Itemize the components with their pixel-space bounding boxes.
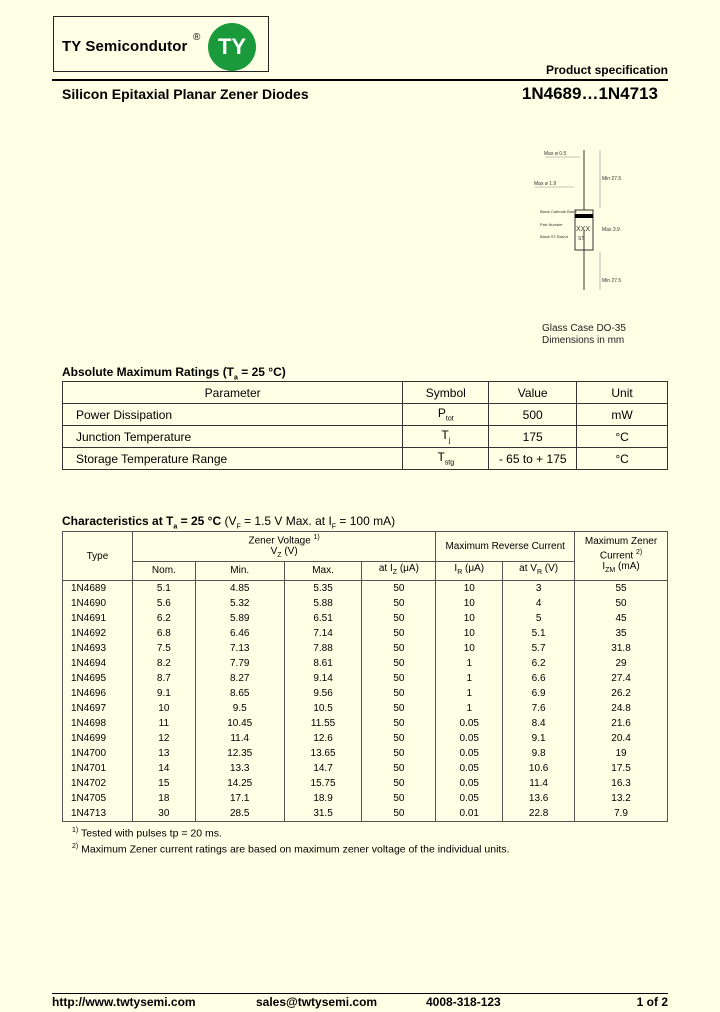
at-vr-cell: 5.1 <box>503 626 575 641</box>
nom-cell: 5.6 <box>132 596 195 611</box>
ir-cell: 1 <box>436 671 503 686</box>
nom-cell: 6.2 <box>132 611 195 626</box>
footnote-2 <box>72 843 510 856</box>
footnote-mark: 2) <box>72 843 79 850</box>
type-cell: 1N4693 <box>63 641 133 656</box>
symbol: T <box>441 428 449 443</box>
drawing-label: Min 27.5 <box>602 176 622 182</box>
at-iz-cell: 50 <box>362 701 436 716</box>
footnote-mark: 2) <box>635 549 643 556</box>
at-vr-cell: 6.2 <box>503 656 575 671</box>
izm-cell: 31.8 <box>575 641 668 656</box>
footnote-text: Tested with pulses tp = 20 ms. <box>78 827 222 840</box>
ir-cell: 10 <box>436 581 503 597</box>
title-text: Absolute Maximum Ratings (T <box>62 365 235 379</box>
symbol: P <box>437 406 446 421</box>
header-text: Maximum Zener Current <box>584 536 658 562</box>
unit-cell: °C <box>577 426 668 448</box>
param-cell: Storage Temperature Range <box>63 448 403 470</box>
type-cell: 1N4713 <box>63 806 133 822</box>
type-cell: 1N4691 <box>63 611 133 626</box>
nom-cell: 7.5 <box>132 641 195 656</box>
at-vr-cell: 6.6 <box>503 671 575 686</box>
registered-mark: ® <box>193 32 201 43</box>
table-row <box>63 581 668 597</box>
at-iz-cell: 50 <box>362 596 436 611</box>
at-iz-cell: 50 <box>362 581 436 597</box>
at-vr-cell: 4 <box>503 596 575 611</box>
drawing-label: Black ST-Brand <box>540 234 568 239</box>
izm-cell: 27.4 <box>575 671 668 686</box>
param-cell: Junction Temperature <box>63 426 403 448</box>
min-cell: 8.27 <box>195 671 284 686</box>
nom-cell: 12 <box>132 731 195 746</box>
symbol-sub: tot <box>445 415 454 423</box>
min-cell: 5.32 <box>195 596 284 611</box>
header-min: Min. <box>195 562 284 581</box>
at-vr-cell: 3 <box>503 581 575 597</box>
izm-cell: 35 <box>575 626 668 641</box>
table-row <box>63 641 668 656</box>
header-text: at I <box>378 563 393 575</box>
title-text: = 25 °C <box>177 514 225 528</box>
title-text: (V <box>224 514 237 528</box>
ir-cell: 0.05 <box>436 746 503 761</box>
table-row <box>63 596 668 611</box>
table-row <box>63 716 668 731</box>
nom-cell: 15 <box>132 776 195 791</box>
title-sub: a <box>173 523 178 531</box>
nom-cell: 10 <box>132 701 195 716</box>
at-vr-cell: 9.8 <box>503 746 575 761</box>
symbol-cell <box>403 448 489 470</box>
drawing-label: ST <box>578 236 585 242</box>
izm-cell: 21.6 <box>575 716 668 731</box>
drawing-label: Max ø 0.5 <box>544 151 567 157</box>
table-row <box>63 448 668 470</box>
table-row <box>63 404 668 426</box>
drawing-label: Min 27.5 <box>602 278 622 284</box>
header-text: V <box>270 546 278 558</box>
footnote-text: Maximum Zener current ratings are based on maximum zener voltage of the individual units. <box>78 843 510 856</box>
nom-cell: 5.1 <box>132 581 195 597</box>
type-cell: 1N4694 <box>63 656 133 671</box>
at-iz-cell: 50 <box>362 626 436 641</box>
type-cell: 1N4695 <box>63 671 133 686</box>
min-cell: 5.89 <box>195 611 284 626</box>
izm-cell: 29 <box>575 656 668 671</box>
min-cell: 14.25 <box>195 776 284 791</box>
table-header-row <box>63 382 668 404</box>
at-vr-cell: 5 <box>503 611 575 626</box>
header-cell: Unit <box>577 382 668 404</box>
table-row <box>63 806 668 822</box>
max-cell: 14.7 <box>284 761 362 776</box>
footer-email-link[interactable]: sales@twtysemi.com <box>256 995 378 1009</box>
value-cell: - 65 to + 175 <box>489 448 577 470</box>
max-cell: 8.61 <box>284 656 362 671</box>
title-text: = 1.5 V Max. at I <box>240 514 332 528</box>
ir-cell: 10 <box>436 641 503 656</box>
min-cell: 10.45 <box>195 716 284 731</box>
izm-cell: 17.5 <box>575 761 668 776</box>
at-vr-cell: 11.4 <box>503 776 575 791</box>
footer-url-link[interactable]: http://www.twtysemi.com <box>52 995 196 1009</box>
page-subtitle: Silicon Epitaxial Planar Zener Diodes <box>62 86 309 102</box>
value-cell: 175 <box>489 426 577 448</box>
at-iz-cell: 50 <box>362 671 436 686</box>
at-vr-cell: 6.9 <box>503 686 575 701</box>
min-cell: 6.46 <box>195 626 284 641</box>
header-text: Zener Voltage <box>248 535 311 547</box>
footer-divider <box>52 993 668 994</box>
header-text: I <box>602 561 606 573</box>
type-cell: 1N4699 <box>63 731 133 746</box>
header-divider <box>52 79 668 81</box>
at-iz-cell: 50 <box>362 746 436 761</box>
header-text: at V <box>519 563 537 575</box>
header-nom: Nom. <box>132 562 195 581</box>
header-text: I <box>454 563 458 575</box>
izm-cell: 19 <box>575 746 668 761</box>
izm-cell: 50 <box>575 596 668 611</box>
header-text: (V) <box>542 563 559 575</box>
nom-cell: 6.8 <box>132 626 195 641</box>
do35-package-drawing <box>530 140 670 340</box>
table-row <box>63 701 668 716</box>
at-iz-cell: 50 <box>362 656 436 671</box>
min-cell: 9.5 <box>195 701 284 716</box>
part-number-range: 1N4689…1N4713 <box>521 84 658 103</box>
drawing-label: Max ø 1.9 <box>534 181 557 187</box>
header-type: Type <box>63 532 133 581</box>
ir-cell: 0.01 <box>436 806 503 822</box>
at-iz-cell: 50 <box>362 716 436 731</box>
min-cell: 8.65 <box>195 686 284 701</box>
at-vr-cell: 5.7 <box>503 641 575 656</box>
header-sub: R <box>536 569 542 577</box>
characteristics-table <box>62 531 668 822</box>
at-iz-cell: 50 <box>362 761 436 776</box>
footer-phone: 4008-318-123 <box>426 995 501 1009</box>
title-sub: F <box>331 523 337 531</box>
min-cell: 13.3 <box>195 761 284 776</box>
table-row <box>63 776 668 791</box>
type-cell: 1N4702 <box>63 776 133 791</box>
max-cell: 18.9 <box>284 791 362 806</box>
max-cell: 7.14 <box>284 626 362 641</box>
max-cell: 9.56 <box>284 686 362 701</box>
header-sub: R <box>457 569 463 577</box>
type-cell: 1N4689 <box>63 581 133 597</box>
ir-cell: 10 <box>436 626 503 641</box>
type-cell: 1N4698 <box>63 716 133 731</box>
param-cell: Power Dissipation <box>63 404 403 426</box>
ir-cell: 0.05 <box>436 791 503 806</box>
ir-cell: 0.05 <box>436 761 503 776</box>
nom-cell: 8.7 <box>132 671 195 686</box>
table-row <box>63 791 668 806</box>
at-iz-cell: 50 <box>362 791 436 806</box>
max-cell: 31.5 <box>284 806 362 822</box>
ir-cell: 1 <box>436 701 503 716</box>
table-row <box>63 731 668 746</box>
drawing-label: Max 3.9 <box>602 227 620 233</box>
table-row <box>63 626 668 641</box>
type-cell: 1N4700 <box>63 746 133 761</box>
header-reverse-current: Maximum Reverse Current <box>436 532 575 562</box>
value-cell: 500 <box>489 404 577 426</box>
header-zener-voltage <box>132 532 435 562</box>
max-cell: 9.14 <box>284 671 362 686</box>
type-cell: 1N4696 <box>63 686 133 701</box>
ir-cell: 0.05 <box>436 731 503 746</box>
table-row <box>63 746 668 761</box>
table-row <box>63 426 668 448</box>
title-sub: a <box>234 374 238 382</box>
izm-cell: 13.2 <box>575 791 668 806</box>
type-cell: 1N4705 <box>63 791 133 806</box>
symbol-sub: stg <box>444 459 455 467</box>
caption-line: Glass Case DO-35 <box>542 323 626 334</box>
at-iz-cell: 50 <box>362 806 436 822</box>
title-sub: F <box>236 523 241 531</box>
izm-cell: 16.3 <box>575 776 668 791</box>
at-vr-cell: 8.4 <box>503 716 575 731</box>
max-cell: 5.35 <box>284 581 362 597</box>
header-cell: Value <box>489 382 577 404</box>
ir-cell: 1 <box>436 686 503 701</box>
at-vr-cell: 7.6 <box>503 701 575 716</box>
nom-cell: 8.2 <box>132 656 195 671</box>
min-cell: 11.4 <box>195 731 284 746</box>
at-iz-cell: 50 <box>362 641 436 656</box>
drawing-label: Black Cathode Band <box>540 209 577 214</box>
izm-cell: 26.2 <box>575 686 668 701</box>
header-max-zener-current <box>575 532 668 581</box>
symbol-cell <box>403 404 489 426</box>
nom-cell: 30 <box>132 806 195 822</box>
at-vr-cell: 10.6 <box>503 761 575 776</box>
ty-logo-icon: TY <box>208 23 256 71</box>
table-row <box>63 671 668 686</box>
max-cell: 7.88 <box>284 641 362 656</box>
max-cell: 12.6 <box>284 731 362 746</box>
unit-cell: °C <box>577 448 668 470</box>
min-cell: 12.35 <box>195 746 284 761</box>
min-cell: 7.79 <box>195 656 284 671</box>
header-text: (μA) <box>397 563 419 575</box>
min-cell: 17.1 <box>195 791 284 806</box>
at-vr-cell: 22.8 <box>503 806 575 822</box>
unit-cell: mW <box>577 404 668 426</box>
ir-cell: 1 <box>436 656 503 671</box>
header-cell: Symbol <box>403 382 489 404</box>
izm-cell: 55 <box>575 581 668 597</box>
at-iz-cell: 50 <box>362 611 436 626</box>
header-text: (V) <box>281 546 298 558</box>
ir-cell: 10 <box>436 611 503 626</box>
title-text: Characteristics at T <box>62 514 174 528</box>
header-sub: ZM <box>605 567 616 575</box>
caption-line: Dimensions in mm <box>542 335 625 346</box>
at-iz-cell: 50 <box>362 731 436 746</box>
abs-max-table <box>62 381 668 470</box>
nom-cell: 11 <box>132 716 195 731</box>
header-ir <box>436 562 503 581</box>
min-cell: 7.13 <box>195 641 284 656</box>
header-sub: Z <box>277 552 282 560</box>
ir-cell: 0.05 <box>436 776 503 791</box>
nom-cell: 13 <box>132 746 195 761</box>
header-at-iz <box>362 562 436 581</box>
header-max: Max. <box>284 562 362 581</box>
izm-cell: 7.9 <box>575 806 668 822</box>
header-cell: Parameter <box>63 382 403 404</box>
izm-cell: 45 <box>575 611 668 626</box>
nom-cell: 14 <box>132 761 195 776</box>
symbol-sub: j <box>448 437 451 445</box>
header-text: (μA) <box>462 563 485 575</box>
ir-cell: 10 <box>436 596 503 611</box>
drawing-label: XXX <box>576 226 591 233</box>
izm-cell: 24.8 <box>575 701 668 716</box>
at-iz-cell: 50 <box>362 686 436 701</box>
header-sub: Z <box>392 569 398 577</box>
title-text: = 100 mA) <box>336 514 396 528</box>
type-cell: 1N4701 <box>63 761 133 776</box>
footnote-1 <box>72 827 222 840</box>
type-cell: 1N4692 <box>63 626 133 641</box>
table-header-row <box>63 532 668 562</box>
page-number: 1 of 2 <box>636 995 668 1009</box>
max-cell: 6.51 <box>284 611 362 626</box>
ir-cell: 0.05 <box>436 716 503 731</box>
min-cell: 28.5 <box>195 806 284 822</box>
nom-cell: 18 <box>132 791 195 806</box>
title-text: = 25 °C) <box>237 365 286 379</box>
product-spec-label: Product specification <box>545 63 668 77</box>
at-iz-cell: 50 <box>362 776 436 791</box>
table-row <box>63 611 668 626</box>
at-vr-cell: 9.1 <box>503 731 575 746</box>
max-cell: 15.75 <box>284 776 362 791</box>
drawing-label: Part Number <box>540 222 563 227</box>
symbol-cell <box>403 426 489 448</box>
footnote-mark: 1) <box>72 827 79 834</box>
table-row <box>63 761 668 776</box>
type-cell: 1N4697 <box>63 701 133 716</box>
header-at-vr <box>503 562 575 581</box>
min-cell: 4.85 <box>195 581 284 597</box>
max-cell: 11.55 <box>284 716 362 731</box>
izm-cell: 20.4 <box>575 731 668 746</box>
table-row <box>63 686 668 701</box>
max-cell: 13.65 <box>284 746 362 761</box>
drawing-caption <box>542 323 626 347</box>
abs-max-title <box>62 365 286 381</box>
footnote-mark: 1) <box>313 534 320 541</box>
nom-cell: 9.1 <box>132 686 195 701</box>
max-cell: 5.88 <box>284 596 362 611</box>
symbol: T <box>437 450 445 465</box>
header-text: (mA) <box>615 561 640 573</box>
at-vr-cell: 13.6 <box>503 791 575 806</box>
table-row <box>63 656 668 671</box>
type-cell: 1N4690 <box>63 596 133 611</box>
chars-title <box>62 514 395 530</box>
max-cell: 10.5 <box>284 701 362 716</box>
company-name: TY Semicondutor <box>62 38 188 55</box>
